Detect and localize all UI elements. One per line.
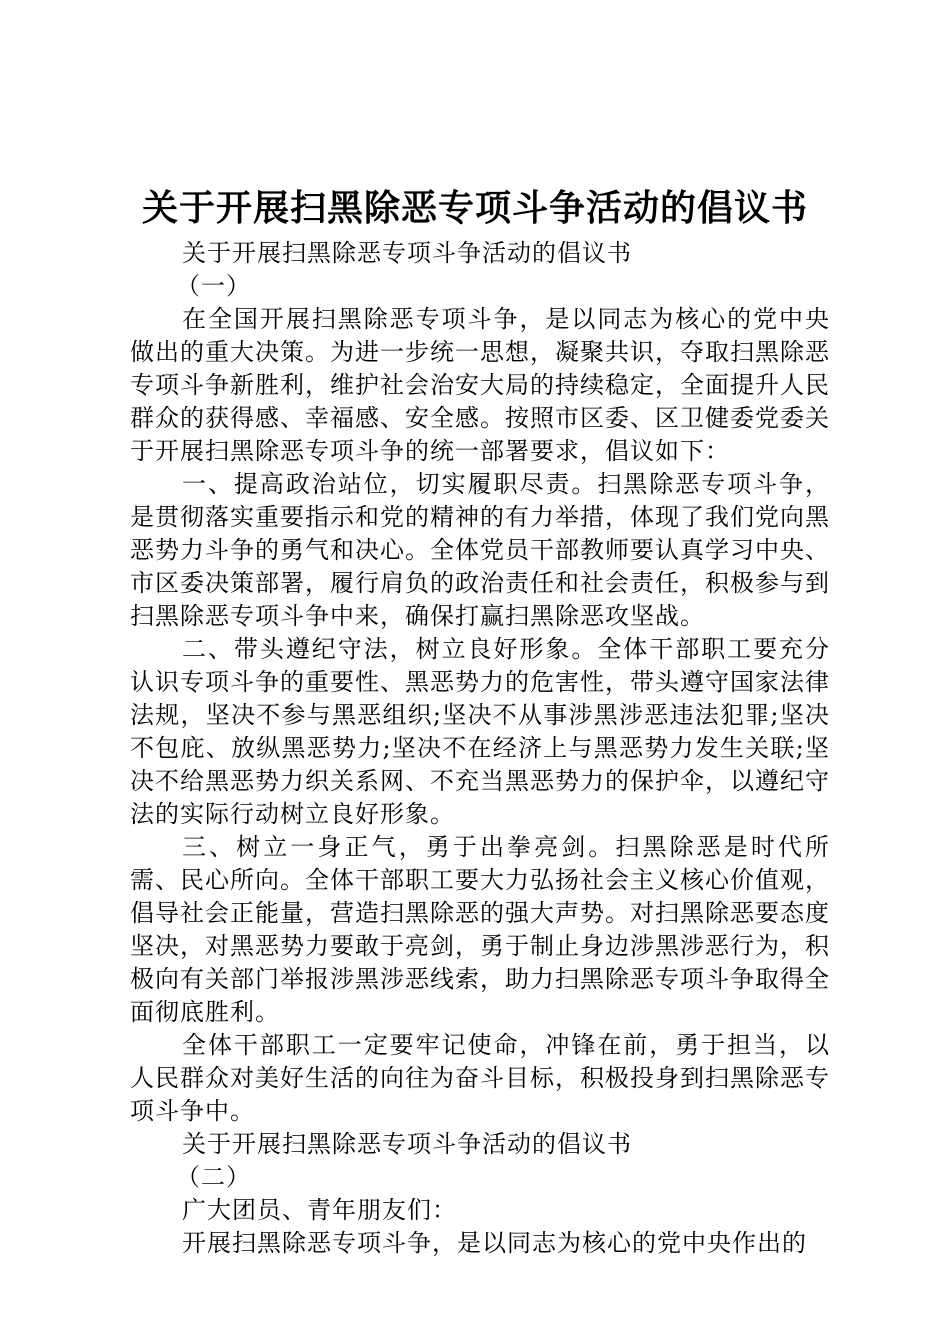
section-heading: 关于开展扫黑除恶专项斗争活动的倡议书 [182, 1130, 632, 1158]
document-title: 关于开展扫黑除恶专项斗争活动的倡议书 [141, 188, 808, 229]
section-number: （二） [176, 1163, 251, 1191]
salutation: 广大团员、青年朋友们： [182, 1196, 457, 1224]
document-body [130, 237, 830, 1260]
section-number: （一） [176, 272, 251, 300]
section-heading: 关于开展扫黑除恶专项斗争活动的倡议书 [182, 239, 632, 267]
paragraph: 在全国开展扫黑除恶专项斗争，是以同志为核心的党中央做出的重大决策。为进一步统一思想，凝聚共识，夺取扫黑除恶专项斗争新胜利，维护社会治安大局的持续稳定，全面提升人民群众的获得感、幸福感、安全感。按照市区委、区卫健委党委关于开展扫黑除恶专项斗争的统一部署要求，倡议如下： [130, 305, 830, 465]
paragraph: 开展扫黑除恶专项斗争，是以同志为核心的党中央作出的 [182, 1229, 807, 1257]
paragraph: 一、提高政治站位，切实履职尽责。扫黑除恶专项斗争，是贯彻落实重要指示和党的精神的有力举措，体现了我们党向黑恶势力斗争的勇气和决心。全体党员干部教师要认真学习中央、市区委决策部署，履行肩负的政治责任和社会责任，积极参与到扫黑除恶专项斗争中来，确保打赢扫黑除恶攻坚战。 [130, 470, 830, 630]
paragraph: 二、带头遵纪守法，树立良好形象。全体干部职工要充分认识专项斗争的重要性、黑恶势力的危害性，带头遵守国家法律法规，坚决不参与黑恶组织;坚决不从事涉黑涉恶违法犯罪;坚决不包庇、放纵黑恶势力;坚决不在经济上与黑恶势力发生关联;坚决不给黑恶势力织关系网、不充当黑恶势力的保护伞，以遵纪守法的实际行动树立良好形象。 [130, 635, 830, 828]
paragraph: 全体干部职工一定要牢记使命，冲锋在前，勇于担当，以人民群众对美好生活的向往为奋斗目标，积极投身到扫黑除恶专项斗争中。 [130, 1031, 830, 1125]
paragraph: 三、树立一身正气，勇于出拳亮剑。扫黑除恶是时代所需、民心所向。全体干部职工要大力弘扬社会主义核心价值观，倡导社会正能量，营造扫黑除恶的强大声势。对扫黑除恶要态度坚决，对黑恶势力要敢于亮剑，勇于制止身边涉黑涉恶行为，积极向有关部门举报涉黑涉恶线索，助力扫黑除恶专项斗争取得全面彻底胜利。 [130, 833, 830, 1026]
